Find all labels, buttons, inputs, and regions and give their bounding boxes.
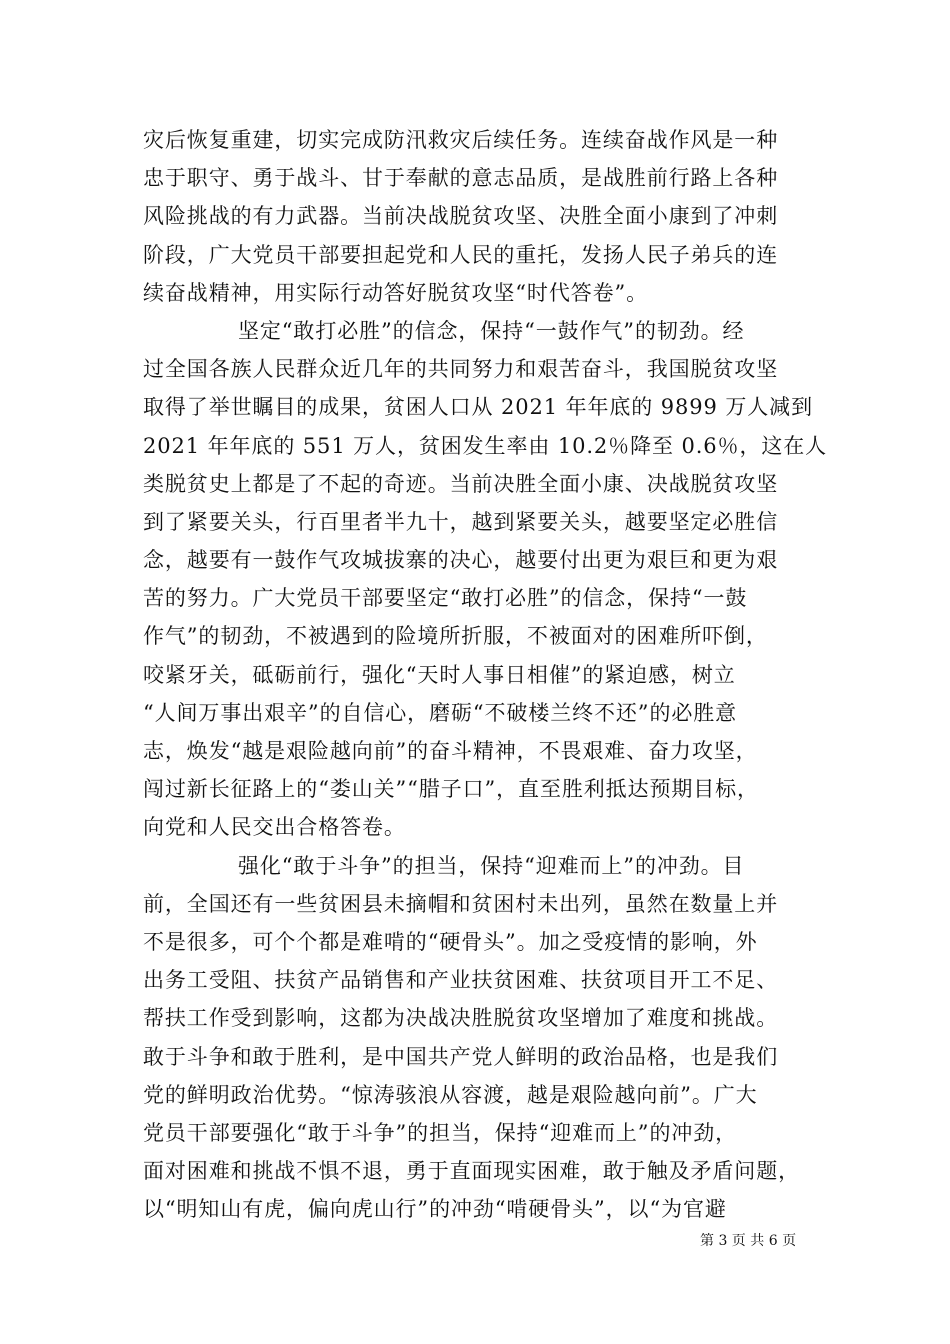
text-line: 取得了举世瞩目的成果，贫困人口从 2021 年年底的 9899 万人减到 (143, 395, 813, 420)
text-line: 前，全国还有一些贫困县未摘帽和贫困村未出列，虽然在数量上并 (143, 891, 779, 916)
text-line: 不是很多，可个个都是难啃的“硬骨头”。加之受疫情的影响，外 (143, 929, 758, 954)
paragraph-first-line: 坚定“敢打必胜”的信念，保持“一鼓作气”的韧劲。经 (238, 318, 745, 343)
paragraph-first-line: 强化“敢于斗争”的担当，保持“迎难而上”的冲劲。目 (238, 853, 745, 878)
text-line: 咬紧牙关，砥砺前行，强化“天时人事日相催”的紧迫感，树立 (143, 662, 736, 687)
text-line: 续奋战精神，用实际行动答好脱贫攻坚“时代答卷”。 (143, 280, 649, 305)
text-line: 闯过新长征路上的“娄山关”“腊子口”，直至胜利抵达预期目标， (143, 777, 759, 802)
text-line: “人间万事出艰辛”的自信心，磨砺“不破楼兰终不还”的必胜意 (143, 700, 738, 725)
text-line: 帮扶工作受到影响，这都为决战决胜脱贫攻坚增加了难度和挑战。 (143, 1006, 779, 1031)
text-line: 风险挑战的有力武器。当前决战脱贫攻坚、决胜全面小康到了冲刺 (143, 204, 779, 229)
text-line: 党员干部要强化“敢于斗争”的担当，保持“迎难而上”的冲劲， (143, 1120, 738, 1145)
text-line: 阶段，广大党员干部要担起党和人民的重托，发扬人民子弟兵的连 (143, 242, 779, 267)
text-line: 苦的努力。广大党员干部要坚定“敢打必胜”的信念，保持“一鼓 (143, 586, 748, 611)
text-line: 向党和人民交出合格答卷。 (143, 815, 406, 840)
text-line: 敢于斗争和敢于胜利，是中国共产党人鲜明的政治品格，也是我们 (143, 1044, 779, 1069)
text-line: 类脱贫史上都是了不起的奇迹。当前决胜全面小康、决战脱贫攻坚 (143, 471, 779, 496)
text-line: 灾后恢复重建，切实完成防汛救灾后续任务。连续奋战作风是一种 (143, 128, 779, 152)
text-line: 以“明知山有虎，偏向虎山行”的冲劲“啃硬骨头”，以“为官避 (143, 1197, 727, 1222)
text-line: 过全国各族人民群众近几年的共同努力和艰苦奋斗，我国脱贫攻坚 (143, 357, 779, 382)
text-line: 2021 年年底的 551 万人，贫困发生率由 10.2％降至 0.6％，这在人 (143, 433, 828, 458)
text-line: 念，越要有一鼓作气攻城拔寨的决心，越要付出更为艰巨和更为艰 (143, 548, 779, 573)
text-line: 忠于职守、勇于战斗、甘于奉献的意志品质，是战胜前行路上各种 (143, 166, 779, 191)
text-line: 出务工受阻、扶贫产品销售和产业扶贫困难、扶贫项目开工不足、 (143, 968, 779, 993)
page-footer: 第 3 页 共 6 页 (700, 1233, 797, 1249)
body-text (143, 121, 828, 1228)
text-line: 到了紧要关头，行百里者半九十，越到紧要关头，越要坚定必胜信 (143, 509, 779, 534)
text-line: 作气”的韧劲，不被遇到的险境所折服，不被面对的困难所吓倒， (143, 624, 768, 649)
text-line: 志，焕发“越是艰险越向前”的奋斗精神，不畏艰难、奋力攻坚， (143, 739, 758, 763)
text-line: 面对困难和挑战不惧不退，勇于直面现实困难，敢于触及矛盾问题， (143, 1159, 800, 1184)
text-line: 党的鲜明政治优势。“惊涛骇浪从容渡，越是艰险越向前”。广大 (143, 1082, 758, 1107)
